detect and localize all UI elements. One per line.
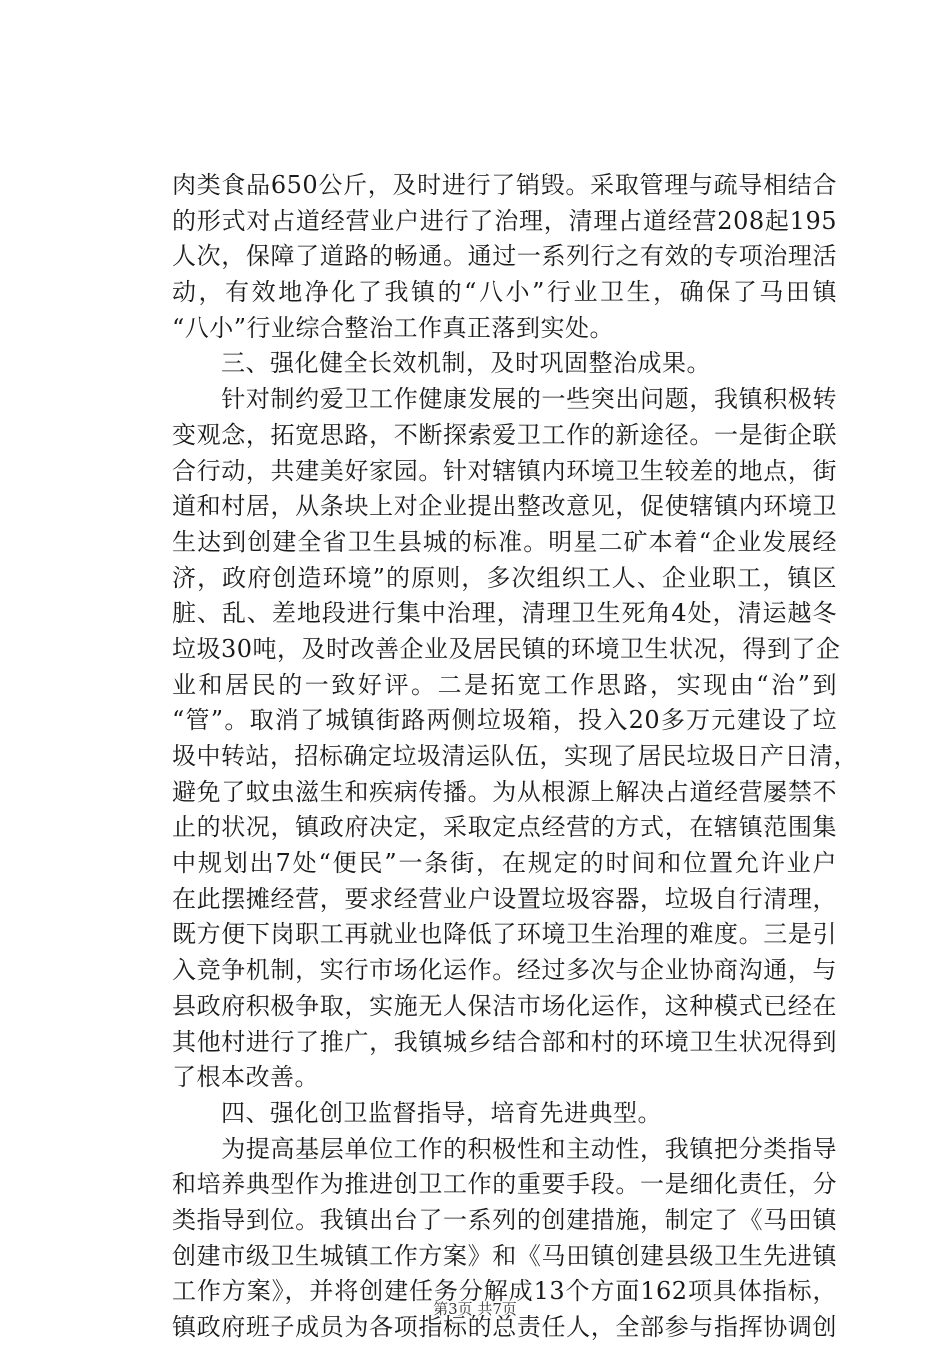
text-line: 动，有效地净化了我镇的“八小”行业卫生，确保了马田镇 (172, 278, 837, 307)
text-line: 变观念，拓宽思路，不断探索爱卫工作的新途径。一是街企联 (172, 420, 837, 449)
text-line: 针对制约爱卫工作健康发展的一些突出问题，我镇积极转 (172, 385, 837, 414)
text-line: 了根本改善。 (172, 1063, 319, 1092)
section-heading-4: 四、强化创卫监督指导，培育先进典型。 (172, 1098, 662, 1127)
text-line: 其他村进行了推广，我镇城乡结合部和村的环境卫生状况得到 (172, 1027, 837, 1056)
text-line: 县政府积极争取，实施无人保洁市场化运作，这种模式已经在 (172, 991, 837, 1020)
text-line: 避免了蚊虫滋生和疾病传播。为从根源上解决占道经营屡禁不 (172, 777, 837, 806)
body-text (172, 168, 858, 1346)
text-line: 创建市级卫生城镇工作方案》和《马田镇创建县级卫生先进镇 (172, 1241, 837, 1270)
text-line: 和培养典型作为推进创卫工作的重要手段。一是细化责任，分 (172, 1170, 837, 1199)
text-line: 济，政府创造环境”的原则，多次组织工人、企业职工，镇区 (172, 563, 837, 592)
text-line: 生达到创建全省卫生县城的标准。明星二矿本着“企业发展经 (172, 527, 837, 556)
text-line: 人次，保障了道路的畅通。通过一系列行之有效的专项治理活 (172, 242, 837, 271)
text-line: 工作方案》，并将创建任务分解成13个方面162项具体指标， (172, 1277, 837, 1306)
page-total: 共7页 (477, 1300, 517, 1318)
text-line: 合行动，共建美好家园。针对辖镇内环境卫生较差的地点，街 (172, 456, 837, 485)
text-line: 类指导到位。我镇出台了一系列的创建措施，制定了《马田镇 (172, 1205, 837, 1234)
text-line: 镇政府班子成员为各项指标的总责任人，全部参与指挥协调创 (172, 1313, 837, 1341)
text-line: 业和居民的一致好评。二是拓宽工作思路，实现由“治”到 (172, 670, 837, 699)
text-line: 既方便下岗职工再就业也降低了环境卫生治理的难度。三是引 (172, 920, 837, 949)
text-line: 圾中转站，招标确定垃圾清运队伍，实现了居民垃圾日产日清， (172, 742, 858, 770)
text-line: 肉类食品650公斤，及时进行了销毁。采取管理与疏导相结合 (172, 171, 837, 199)
text-line: “管”。取消了城镇街路两侧垃圾箱，投入20多万元建设了垃 (172, 706, 837, 735)
text-line: 中规划出7处“便民”一条街，在规定的时间和位置允许业户 (172, 849, 837, 878)
section-heading-3: 三、强化健全长效机制，及时巩固整治成果。 (172, 349, 711, 378)
text-line: 止的状况，镇政府决定，采取定点经营的方式，在辖镇范围集 (172, 813, 837, 842)
page-footer (0, 1298, 950, 1319)
page-number: 第3页 (433, 1300, 473, 1318)
text-line: 入竞争机制，实行市场化运作。经过多次与企业协商沟通，与 (172, 956, 837, 985)
text-line: 脏、乱、差地段进行集中治理，清理卫生死角4处，清运越冬 (172, 599, 837, 628)
text-line: 的形式对占道经营业户进行了治理，清理占道经营208起195 (172, 206, 837, 235)
text-line: 垃圾30吨，及时改善企业及居民镇的环境卫生状况，得到了企 (172, 634, 841, 663)
text-line: 道和村居，从条块上对企业提出整改意见，促使辖镇内环境卫 (172, 492, 837, 521)
text-line: 在此摆摊经营，要求经营业户设置垃圾容器，垃圾自行清理， (172, 884, 837, 913)
text-line: “八小”行业综合整治工作真正落到实处。 (172, 313, 615, 342)
text-line: 为提高基层单位工作的积极性和主动性，我镇把分类指导 (172, 1134, 837, 1163)
